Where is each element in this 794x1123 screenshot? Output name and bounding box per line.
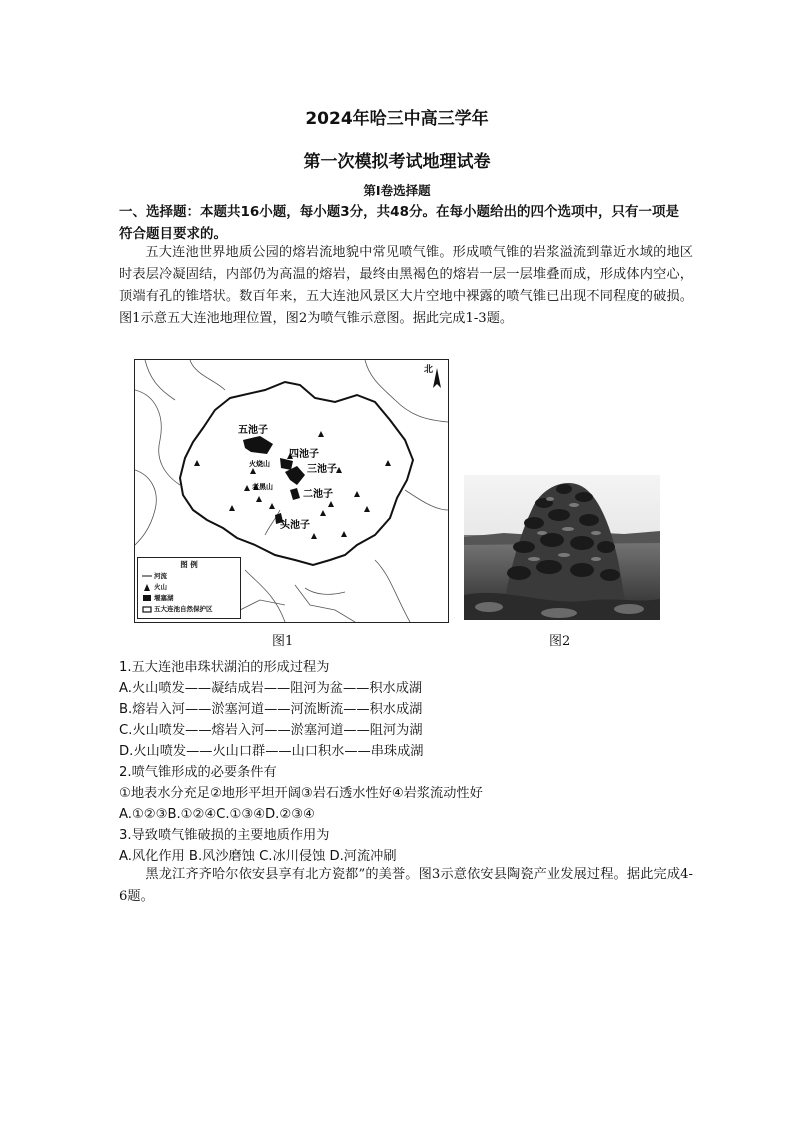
label-sanchizi: 三池子 bbox=[307, 464, 337, 475]
legend-title: 图 例 bbox=[180, 560, 198, 569]
north-arrow bbox=[424, 362, 442, 398]
legend-item-lake: 堰塞湖 bbox=[142, 593, 174, 602]
question-1-option-c: C.火山喷发——熔岩入河——淤塞河道——阻河为湖 bbox=[119, 723, 423, 738]
question-3-options: A.风化作用 B.风沙磨蚀 C.冰川侵蚀 D.河流冲刷 bbox=[119, 849, 397, 864]
section-heading: 第Ⅰ卷选择题 bbox=[363, 183, 431, 198]
question-1-option-d: D.火山喷发——火山口群——山口积水——串珠成湖 bbox=[119, 744, 424, 759]
exam-title: 第一次模拟考试地理试卷 bbox=[303, 152, 491, 172]
figure-1-map bbox=[134, 359, 449, 623]
label-erchizi: 二池子 bbox=[303, 489, 333, 500]
passage-1: 五大连池世界地质公园的熔岩流地貌中常见喷气锥。形成喷气锥的岩浆溢流到靠近水域的地区时表层冷凝固结，内部仍为高温的熔岩，最终由黑褐色的熔岩一层一层堆叠而成，形成体内空心，顶端有孔的锥塔状。数百年来，五大连池风景区大片空地中裸露的喷气锥已出现不同程度的破损。图1示意五大连池地理位置，图2为喷气锥示意图。据此完成1-3题。 bbox=[119, 245, 693, 326]
legend-item-river: 河流 bbox=[142, 571, 167, 580]
label-laoheishan: 老黑山 bbox=[252, 483, 273, 491]
instructions: 一、选择题：本题共16小题，每小题3分，共48分。在每小题给出的四个选项中，只有一项是符合题目要求的。 bbox=[119, 204, 679, 242]
spatter-cone-illustration bbox=[464, 475, 660, 620]
label-touchizi: 头池子 bbox=[280, 520, 310, 531]
north-label: 北 bbox=[424, 365, 434, 375]
figure-2-photo bbox=[464, 475, 660, 620]
map-legend bbox=[137, 557, 241, 619]
question-1-option-b: B.熔岩入河——淤塞河道——河流断流——积水成湖 bbox=[119, 702, 423, 717]
question-1-stem: 1.五大连池串珠状湖泊的形成过程为 bbox=[119, 660, 330, 675]
legend-item-reserve: 五大连池自然保护区 bbox=[142, 604, 213, 613]
north-arrow-icon bbox=[424, 362, 442, 398]
question-1-option-a: A.火山喷发——凝结成岩——阻河为盆——积水成湖 bbox=[119, 681, 423, 696]
reserve-box-icon bbox=[142, 606, 152, 613]
question-2-conditions: ①地表水分充足②地形平坦开阔③岩石透水性好④岩浆流动性好 bbox=[119, 786, 483, 801]
question-3-stem: 3.导致喷气锥破损的主要地质作用为 bbox=[119, 828, 330, 843]
figure-1-caption: 图1 bbox=[272, 634, 294, 649]
volcano-triangle-icon bbox=[142, 584, 152, 591]
exam-title-year: 2024年哈三中高三学年 bbox=[305, 109, 489, 129]
figure-2-caption: 图2 bbox=[549, 634, 571, 649]
passage-2: 黑龙江齐齐哈尔依安县享有北方瓷都”的美誉。图3示意依安县陶瓷产业发展过程。据此完成4-6题。 bbox=[119, 867, 693, 904]
label-sichizi: 四池子 bbox=[289, 449, 319, 460]
legend-item-volcano: 火山 bbox=[142, 582, 167, 591]
question-2-options: A.①②③B.①②④C.①③④D.②③④ bbox=[119, 807, 315, 822]
lake-block-icon bbox=[142, 595, 152, 601]
label-huoshaoshan: 火烧山 bbox=[249, 460, 270, 468]
river-line-icon bbox=[142, 573, 152, 579]
label-wuchizi: 五池子 bbox=[238, 425, 268, 436]
question-2-stem: 2.喷气锥形成的必要条件有 bbox=[119, 765, 277, 780]
